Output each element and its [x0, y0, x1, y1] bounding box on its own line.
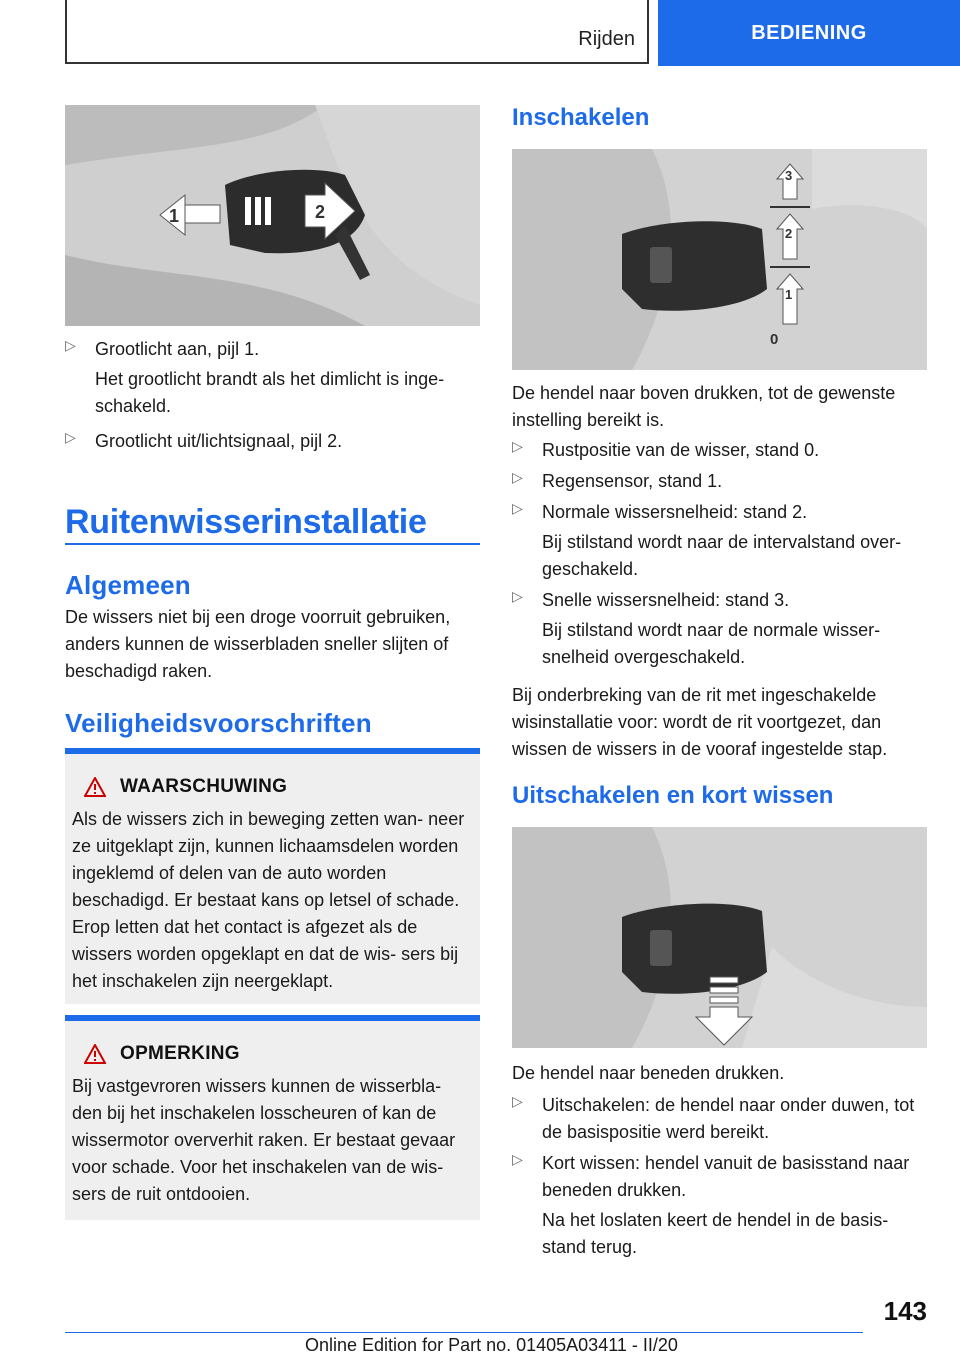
subheading-veiligheid: Veiligheidsvoorschriften	[65, 708, 372, 738]
page-number: 143	[883, 1296, 927, 1326]
triangle-bullet-icon: ▷	[65, 337, 76, 353]
list-item	[512, 587, 932, 671]
bullet-subtext: Na het loslaten keert de hendel in de basis‐ stand terug.	[542, 1210, 889, 1257]
warning-text: Als de wissers zich in beweging zetten wan‐ neer ze uitgeklapt zijn, kunnen lichaamsdelen worden ingeklemd of delen van de auto worden beschadigd. Er bestaat kans op letsel of schade. Erop letten dat het contact is afgezet als de wissers worden opgeklapt en dat de wis‐ sers bij het inschakelen zijn neergeklapt.	[72, 809, 465, 991]
subheading-algemeen: Algemeen	[65, 570, 191, 600]
section-heading-ruitenwisser: Ruitenwisserinstallatie	[65, 503, 427, 541]
list-item	[512, 468, 932, 495]
list-item	[65, 428, 480, 455]
heading-underline	[65, 543, 480, 545]
warning-box	[65, 748, 480, 1004]
bullet-subtext: Bij stilstand wordt naar de intervalstand over‐ geschakeld.	[542, 532, 902, 579]
onderbreking-paragraph: Bij onderbreking van de rit met ingeschakelde wisinstallatie voor: wordt de rit voortgezet, dan wissen de wissers in de vooraf ingestelde stap.	[512, 685, 888, 759]
triangle-bullet-icon: ▷	[512, 1093, 523, 1109]
list-item	[512, 1092, 932, 1146]
notice-title-text: OPMERKING	[120, 1043, 240, 1064]
switch-off-list	[512, 1092, 932, 1261]
bullet-text: Uitschakelen: de hendel naar onder duwen, tot de basispositie werd bereikt.	[542, 1095, 915, 1142]
header-section-title: Rijden	[578, 28, 635, 50]
notice-title	[72, 1043, 473, 1065]
headlight-bullets	[65, 336, 480, 455]
bullet-text: Normale wissersnelheid: stand 2.	[542, 502, 808, 522]
bullet-text: Grootlicht aan, pijl 1.	[95, 339, 260, 359]
triangle-bullet-icon: ▷	[512, 438, 523, 454]
bullet-text: Kort wissen: hendel vanuit de basisstand naar beneden drukken.	[542, 1153, 910, 1200]
warning-title	[72, 776, 473, 798]
position-label-3: 3	[785, 168, 793, 183]
list-item	[512, 1150, 932, 1261]
triangle-bullet-icon: ▷	[512, 469, 523, 485]
footer-rule	[65, 1332, 863, 1333]
bullet-text: Snelle wissersnelheid: stand 3.	[542, 590, 790, 610]
list-item	[65, 336, 480, 420]
footer-edition: Online Edition for Part no. 01405A03411 - II/20	[305, 1335, 678, 1355]
wiper-up-illustration	[512, 149, 927, 370]
stalk-illustration	[65, 105, 480, 326]
warning-triangle-icon	[84, 1044, 106, 1064]
triangle-bullet-icon: ▷	[512, 588, 523, 604]
bullet-text: Grootlicht uit/lichtsignaal, pijl 2.	[95, 431, 343, 451]
notice-text: Bij vastgevroren wissers kunnen de wisserbla‐ den bij het inschakelen losscheuren of kan de wissermotor oververhit raken. Er bestaat gevaar voor schade. Voor het inschakelen van de wis‐ sers de ruit ontdooien.	[72, 1076, 456, 1204]
list-item	[512, 437, 932, 464]
arrow-label-2: 2	[315, 202, 326, 222]
header-tab-bediening[interactable]	[658, 0, 960, 66]
bullet-text: Rustpositie van de wisser, stand 0.	[542, 440, 820, 460]
header-bar	[65, 0, 649, 64]
bullet-text: Regensensor, stand 1.	[542, 471, 723, 491]
subheading-uitschakelen: Uitschakelen en kort wissen	[512, 782, 834, 809]
beneden-paragraph: De hendel naar beneden drukken.	[512, 1063, 785, 1083]
figure-headlight-stalk	[65, 105, 480, 326]
algemeen-paragraph: De wissers niet bij een droge voorruit gebruiken, anders kunnen de wisserbladen sneller slijten of beschadigd raken.	[65, 607, 451, 681]
wiper-down-illustration	[512, 827, 927, 1048]
notice-box	[65, 1015, 480, 1220]
figure-wiper-stalk-down	[512, 827, 927, 1048]
inschakelen-paragraph: De hendel naar boven drukken, tot de gewenste instelling bereikt is.	[512, 383, 896, 430]
header-tab-label: BEDIENING	[751, 21, 867, 44]
list-item	[512, 499, 932, 583]
subheading-inschakelen: Inschakelen	[512, 104, 650, 131]
position-label-1: 1	[785, 287, 793, 302]
bullet-subtext: Bij stilstand wordt naar de normale wisser‐ snelheid overgeschakeld.	[542, 620, 881, 667]
warning-triangle-icon	[84, 777, 106, 797]
triangle-bullet-icon: ▷	[65, 429, 76, 445]
bullet-subtext: Het grootlicht brandt als het dimlicht is inge‐ schakeld.	[95, 369, 445, 416]
triangle-bullet-icon: ▷	[512, 500, 523, 516]
warning-title-text: WAARSCHUWING	[120, 776, 288, 797]
position-label-0: 0	[770, 331, 779, 348]
position-label-2: 2	[785, 226, 793, 241]
figure-wiper-stalk-up	[512, 149, 927, 370]
arrow-label-1: 1	[169, 206, 180, 226]
wiper-positions-list	[512, 437, 932, 671]
triangle-bullet-icon: ▷	[512, 1151, 523, 1167]
